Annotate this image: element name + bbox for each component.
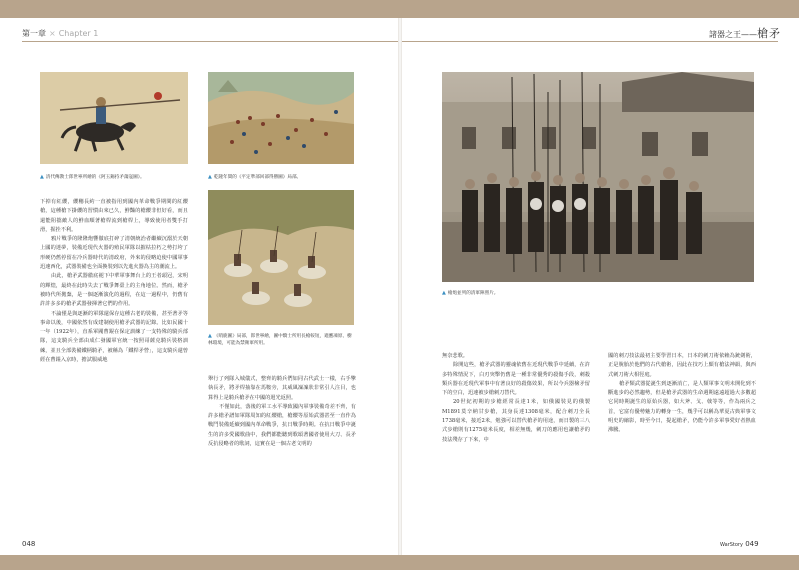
right-header-rule xyxy=(402,41,778,42)
page-spine xyxy=(398,18,402,555)
caption-triangle-icon: ▲ xyxy=(208,174,212,180)
bottom-color-bar xyxy=(0,555,799,570)
top-color-bar xyxy=(0,0,799,18)
painting-lancer-rider xyxy=(40,72,188,164)
caption-troops: ▲ 槍炮並列的清軍陣照片。 xyxy=(442,290,499,296)
painting-battle-scene xyxy=(208,72,354,164)
caption-hunting: ▲ 《哨鹿圖》局部，郎世寧繪，圖中騎士所用長槍較短，適應凍原、樹林環境，可能為禁衛軍所用。 xyxy=(208,333,352,346)
page-number-right-group xyxy=(720,540,759,548)
right-text-column-2: 國的刺刀技法最初主要學習日本，日本的刺刀術依賴為銃劍術，正是脫胎於他們的古代槍術，因此在技巧上頗有槍法神韻，與西式刺刀術大相徑庭。 槍矛類武器從誕生到逐漸消亡，是人類軍事文明未開化到不斷進步的必然趨勢，但是槍矛武器的生命週期遠遠超過大多數超它同時期誕生的原始兵器，如大斧、戈、戟等等，作為兩兵之首，它富有優勢魅力的轉身一生，幾乎可以稱為華夏古典軍事文明史的縮影，時至今日，提起槍矛，仍能今許多軍事愛好者熱血沸騰。 xyxy=(608,353,756,434)
book-prefix: 諸器之王—— xyxy=(709,30,757,39)
page-number-right: 049 xyxy=(745,540,759,548)
book-title: 槍矛 xyxy=(757,27,781,40)
left-text-column-2: 舉行了列隊入城儀式，整齊的騎兵們如同古代武士一樣，右手擎執長矛，將矛桿抽靠在馬鞍旁，其威風凜凜狀非常引人注目，也算得上是騎兵槍矛在中國的迴光返照。 不僅如此，落後的軍工水平導致國內軍事裝備奇差不齊，有許多槍矛譜如軍隊周知的紅纓槍，槍纓等原始武器甚至一直作為戰鬥裝備延續到國內革命戰爭，抗日戰爭時期。在抗日戰爭中誕生的許多愛國歌曲中，我們都能聽到歌頌著國者使用大刀、長矛反抗侵略者的歌詞，這實在是一個古老文明的 xyxy=(208,376,356,448)
caption-triangle-icon: ▲ xyxy=(208,333,212,339)
left-text-column-1: 下掉有紅纓，纓穗長約一直被指用到國內革命戰爭期間的紅纓槍，這種槍下掛纓的習慣由來已久，鮮豔的槍纓非但好看，而且還能阻擋敵人的鮮血順著槍桿流到槍桿上，導致使用者雙手打滑，握拴不利。 鴉片戰爭的隆隆炮響徹底打碎了清朝統治者繼續沉溺於天朝上國的迷夢，裝備近現代火器的殖民軍隊以摧枯拉朽之勢打垮了形硬仍舊停留在冷兵器時代的清政府，外來的侵略迫使中國軍事迅速西化，武器裝備也全面換裝到以先進火器為主的潮流上。 由此，槍矛武器徹底褪下中華軍事舞台上的王者頭冠，宋明的輝煌，最終在此時失去了戰爭舞臺上的主角地位。然而，槍矛被時代所拋棄，是一個逐漸演化的過程，在這一過程中，仍舊有許許多多的槍矛武器發揮著它們的作用。 不論僅是與逐漸的軍隊還保存這種古老的裝備，甚至著矛等事命以後，中國依然有成建制使用槍矛武器的記錄。比如民國十一年（1922年），直系軍閥曹錕在保定訓練了一支特殊的騎兵部隊，這支騎兵全部由成仁發國軍官統一按照哥薩克騎兵裝格訓練，並且全部裝備鐵柄騎矛，被稱為「鐵桿矛營」，這支騎兵還曾經在曹錕入京時，擔試服威地 xyxy=(40,199,188,364)
painting-hunting-riders xyxy=(208,190,354,325)
series-label: WarStory xyxy=(720,542,743,548)
caption-triangle-icon: ▲ xyxy=(40,174,44,180)
caption-lancer: ▲ 清代傳教士郎世寧所繪的《阿玉錫持矛蕩寇圖》。 xyxy=(40,174,145,180)
left-running-header: 第一章 × Chapter 1 xyxy=(22,29,99,38)
photo-qing-troops xyxy=(442,72,754,282)
page-number-left: 048 xyxy=(22,540,36,548)
right-text-column-1: 無奈悲歌。 除開這些，槍矛武器的靈魂依舊在近現代戰爭中延續，在許多特殊情況下，白刃突擊仍舊是一種非常優秀的殺傷手段，刺殺類兵器在近現代軍事中有著良好的殺傷效果，所以今兵器檢矛留下的空白，迅速被步槍刺刀替代。 20世紀初期的步槍經常長達1米，如俄國裝見的俄製M1891莫辛納甘步槍，其身長達1308毫米，配合刺刀全長1738毫米，接近2米，勉強可以替代槍矛的用途，而日製的三八式步槍則有1275毫米長度，相差無幾，刺刀的應用也讓槍矛的技法殘存了下來，中 xyxy=(442,353,590,443)
left-header-rule xyxy=(22,41,398,42)
chapter-en-label: Chapter 1 xyxy=(58,29,99,38)
caption-battle: ▲ 乾隆年間的《平定準部回部得勝圖》局部。 xyxy=(208,174,302,180)
right-running-header xyxy=(709,25,781,41)
caption-triangle-icon: ▲ xyxy=(442,290,446,296)
chapter-label: 第一章 xyxy=(22,29,46,38)
